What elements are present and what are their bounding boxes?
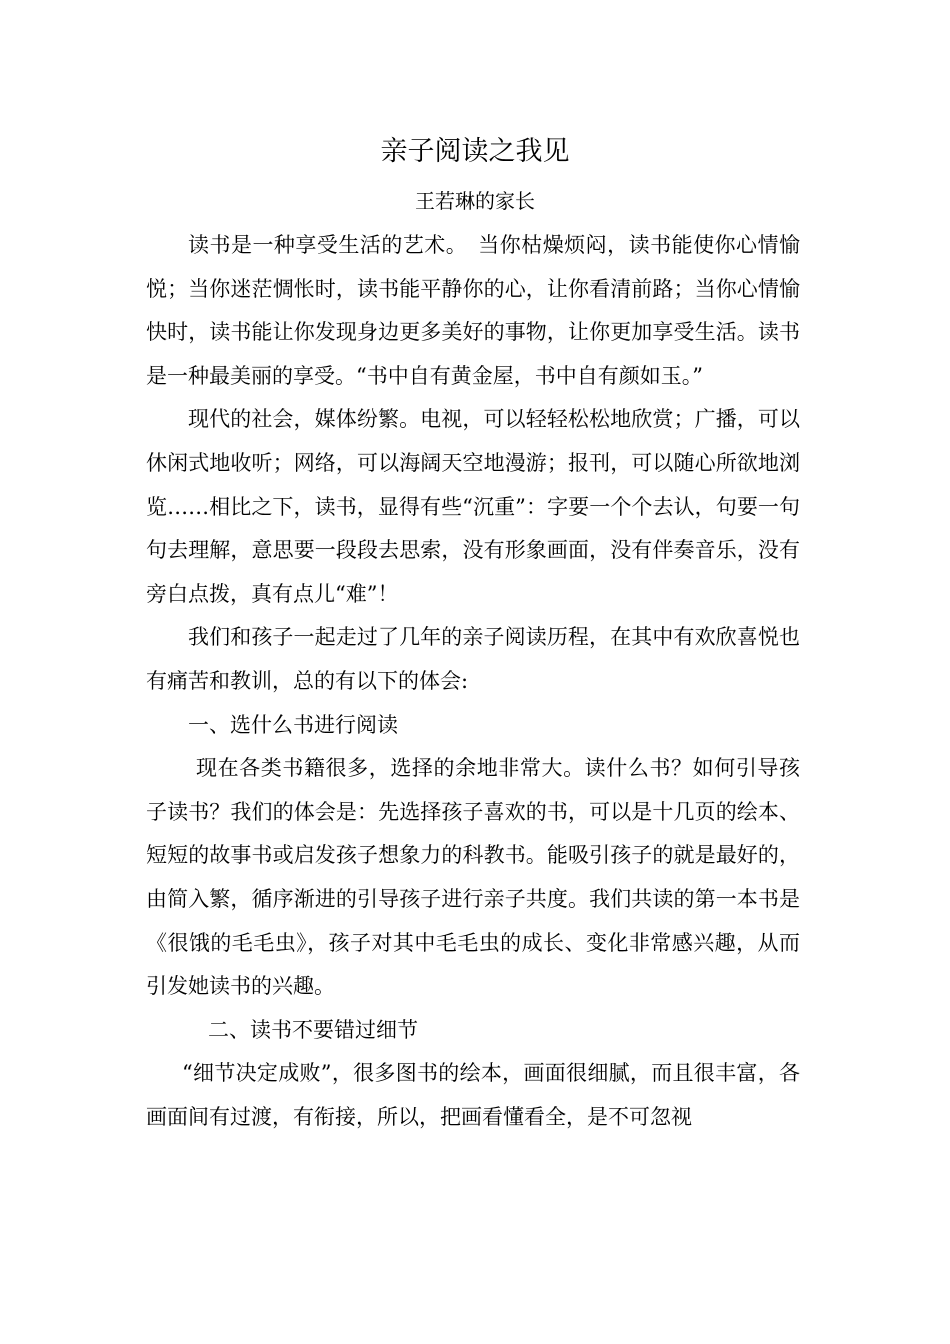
paragraph-details: “细节决定成败”，很多图书的绘本，画面很细腻，而且很丰富，各画面间有过渡，有衔接，所以，把画看懂看全，是不可忽视 — [146, 1061, 800, 1129]
document-author: 王若琳的家长 — [415, 189, 535, 213]
document-body — [146, 224, 800, 1139]
paragraph-modern-society: 现代的社会，媒体纷繁。电视，可以轻轻松松地欣赏；广播，可以休闲式地收听；网络，可以海阔天空地漫游；报刊，可以随心所欲地浏览……相比之下，读书，显得有些“沉重”：字要一个个去认，句要一句句去理解，意思要一段段去思索，没有形象画面，没有伴奏音乐，没有旁白点拨，真有点儿“难”！ — [146, 407, 800, 606]
paragraph-reading-art: 读书是一种享受生活的艺术。 当你枯燥烦闷，读书能使你心情愉悦；当你迷茫惆怅时，读书能平静你的心，让你看清前路；当你心情愉快时，读书能让你发现身边更多美好的事物，让你更加享受生活。读书是一种最美丽的享受。“书中自有黄金屋，书中自有颜如玉。” — [146, 233, 800, 388]
section-heading-choose-books: 一、选什么书进行阅读 — [188, 712, 398, 737]
paragraph-parent-child-reading: 我们和孩子一起走过了几年的亲子阅读历程，在其中有欢欣喜悦也有痛苦和教训，总的有以下的体会: — [146, 625, 800, 693]
section-heading-details: 二、读书不要错过细节 — [208, 1017, 418, 1042]
document-title: 亲子阅读之我见 — [380, 136, 570, 167]
paragraph-choose-books: 现在各类书籍很多，选择的余地非常大。读什么书？如何引导孩子读书？我们的体会是：先选择孩子喜欢的书，可以是十几页的绘本、短短的故事书或启发孩子想象力的科教书。能吸引孩子的就是最好的，由简入繁，循序渐进的引导孩子进行亲子共度。我们共读的第一本书是《很饿的毛毛虫》，孩子对其中毛毛虫的成长、变化非常感兴趣，从而引发她读书的兴趣。 — [146, 756, 800, 999]
